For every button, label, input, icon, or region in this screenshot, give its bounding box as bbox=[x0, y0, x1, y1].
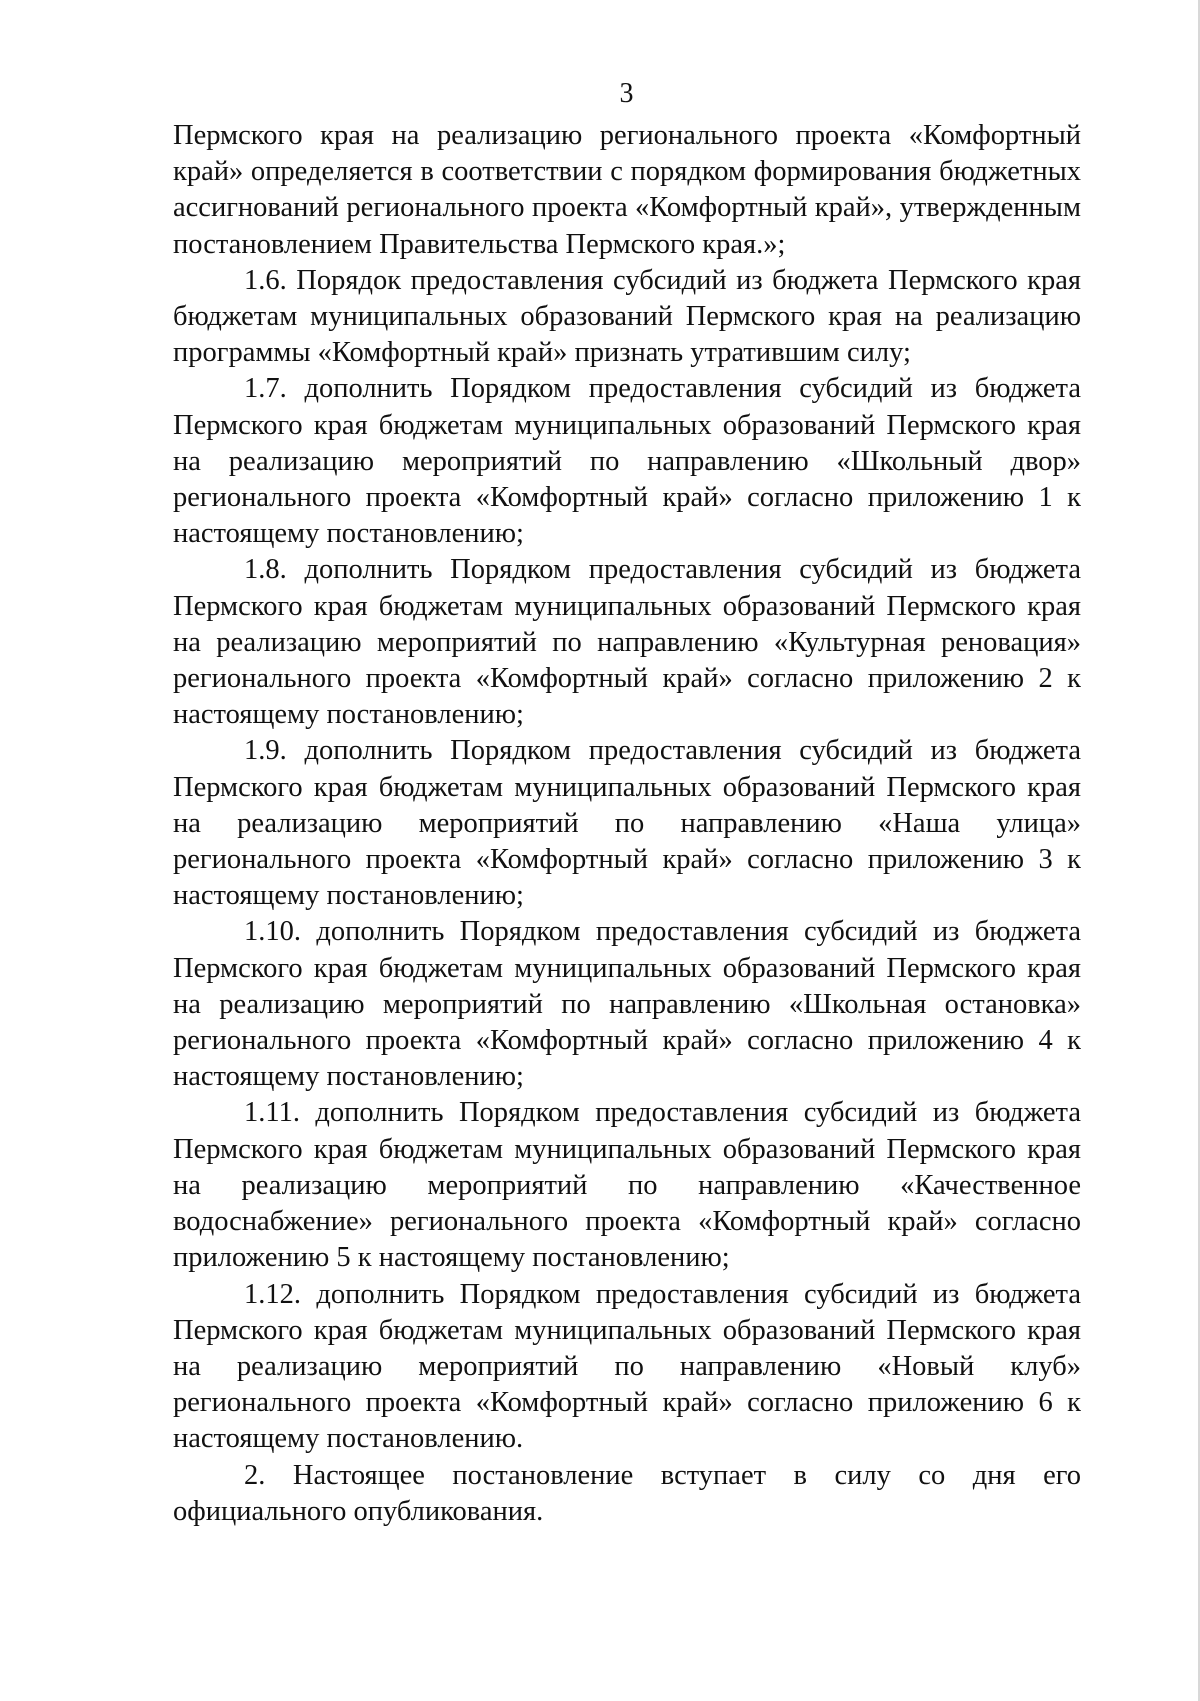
paragraph-1-9: 1.9. дополнить Порядком предоставления субсидий из бюджета Пермского края бюджетам муниципальных образований Пермского края на реализацию мероприятий по направлению «Наша улица» регионального проекта «Комфортный край» согласно приложению 3 к настоящему постановлению; bbox=[173, 735, 1081, 912]
document-body bbox=[173, 118, 1081, 1530]
paragraph-continuation: Пермского края на реализацию регионального проекта «Комфортный край» определяется в соответствии с порядком формирования бюджетных ассигнований регионального проекта «Комфортный край», утвержденным постановлением Правительства Пермского края.»; bbox=[173, 120, 1081, 260]
paragraph-1-11: 1.11. дополнить Порядком предоставления субсидий из бюджета Пермского края бюджетам муниципальных образований Пермского края на реализацию мероприятий по направлению «Качественное водоснабжение» регионального проекта «Комфортный край» согласно приложению 5 к настоящему постановлению; bbox=[173, 1097, 1081, 1274]
paragraph-1-12: 1.12. дополнить Порядком предоставления субсидий из бюджета Пермского края бюджетам муниципальных образований Пермского края на реализацию мероприятий по направлению «Новый клуб» регионального проекта «Комфортный край» согласно приложению 6 к настоящему постановлению. bbox=[173, 1278, 1081, 1455]
page-number: 3 bbox=[619, 78, 634, 109]
paragraph-1-8: 1.8. дополнить Порядком предоставления субсидий из бюджета Пермского края бюджетам муниципальных образований Пермского края на реализацию мероприятий по направлению «Культурная реновация» регионального проекта «Комфортный край» согласно приложению 2 к настоящему постановлению; bbox=[173, 554, 1081, 731]
paragraph-1-6: 1.6. Порядок предоставления субсидий из бюджета Пермского края бюджетам муниципальных образований Пермского края на реализацию программы «Комфортный край» признать утратившим силу; bbox=[173, 264, 1081, 369]
paragraph-1-7: 1.7. дополнить Порядком предоставления субсидий из бюджета Пермского края бюджетам муниципальных образований Пермского края на реализацию мероприятий по направлению «Школьный двор» регионального проекта «Комфортный край» согласно приложению 1 к настоящему постановлению; bbox=[173, 373, 1081, 550]
paragraph-2: 2. Настоящее постановление вступает в силу со дня его официального опубликования. bbox=[173, 1459, 1081, 1527]
paragraph-1-10: 1.10. дополнить Порядком предоставления субсидий из бюджета Пермского края бюджетам муниципальных образований Пермского края на реализацию мероприятий по направлению «Школьная остановка» регионального проекта «Комфортный край» согласно приложению 4 к настоящему постановлению; bbox=[173, 916, 1081, 1093]
